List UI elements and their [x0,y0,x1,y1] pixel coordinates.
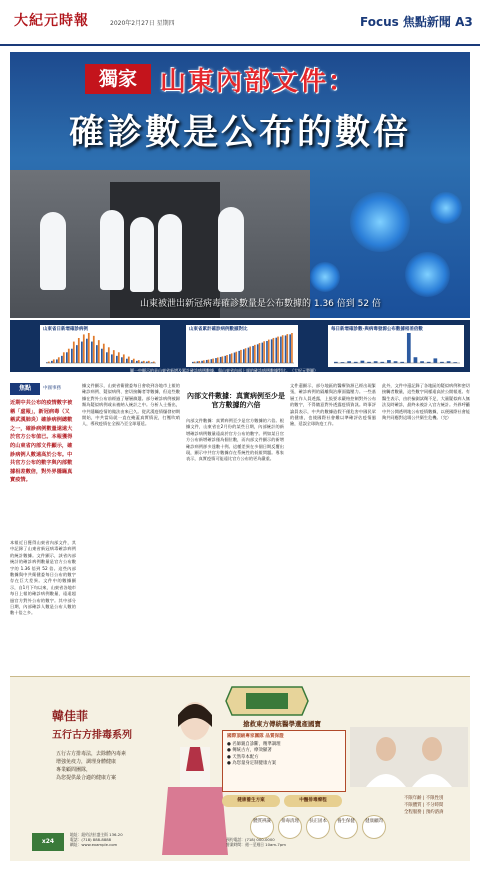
hazmat-worker [100,210,124,290]
chart-bar [273,338,275,363]
chart-bar [126,359,128,363]
chart-svg [186,325,298,367]
chart-daily-new [40,325,160,367]
chart-bar [249,346,251,363]
chart-bar [113,350,115,363]
ad-address [70,832,123,848]
chart-ratio [328,325,464,367]
ad-logo [222,685,312,717]
chart-bar [103,344,105,363]
article-column-5: 此外，文件中還記錄了各地區的疑似病例和密切接觸者數量，這些數字同樣遠高於公開報道。有醫生表示，由於檢測試劑不足，大量疑似病人無法及時確診，最終未被計入官方統計。外界呼籲中共公開透明地公布疫情數據，以便國際社會能夠共同應對這場公共衛生危機。（完） [382,383,470,421]
chart-bar [73,342,75,363]
chart-bar [96,345,98,363]
chart-bar [252,346,254,363]
ad-box-line: ● 名師親自診斷，精準調理 [227,742,281,747]
sidebar-sub: 中國事務 [43,386,61,391]
ad-nav [404,795,443,816]
chart-bar [76,345,78,363]
ad-feature-box [222,730,346,792]
chart-bar [71,349,73,363]
chart-bar [287,334,289,363]
ad-line: 五行古方排毒法，去除體內毒素 [56,751,127,757]
ad-contact-line: 預約電話：(718) 000-0000 [226,837,275,842]
chart-bar [68,349,70,363]
article-subhead: 內部文件數據：真實病例至少是官方數據的六倍 [187,392,285,409]
chart-bar [226,355,228,363]
chart-bar [212,359,214,363]
ad-line: 專業顧問團隊， [56,767,92,773]
chart-bar [374,361,378,363]
chart-bar [98,340,100,363]
chart-bar [238,351,240,363]
virus-icon [405,252,450,297]
chart-bar [268,340,270,363]
chart-bar [433,358,437,363]
chart-bar [282,335,284,363]
chart-bar [88,333,90,363]
ad-box-line: ● 傳統古方，療效顯著 [227,748,272,754]
chart-bar [361,361,365,363]
ad-contact [226,837,286,847]
chart-bar [420,361,424,363]
chart-bar [61,356,63,363]
chart-bar [259,343,261,363]
chart-title: 每日新增確診數-與病毒發源公布數據相差倍數 [331,327,423,332]
chart-svg [328,325,464,367]
ad-line: 增強免疫力，調理身體健康 [56,759,117,765]
ad-service-round: 扶正固本 [306,815,330,839]
chart-bar [234,353,236,363]
article-column-3: 內部文件數據：真實病例至少是官方數據的六倍。根據文件，山東省在2月份的某些日期，內部統計的新增確診病例數量遠高於官方公布的數字。例如某日官方公布新增確診僅為個位數，而內部文件顯示的新增確診病例卻多達數十例。這種差異在多個日期反覆出現，顯示中共官方數據存在系統性的低報問題。專家表示，真實疫情可能遠比官方公布的更為嚴重。 [186,418,284,462]
chart-bar [206,360,208,363]
chart-bar [257,344,259,363]
newspaper-logo: 大紀元時報 [14,13,89,29]
chart-bar [81,342,83,363]
chart-bar [289,334,291,363]
chart-bar [203,360,205,363]
exclusive-tag: 獨家 [85,64,151,94]
chart-bar [262,343,264,363]
ad-nav-line: 不限年齡 | 不限性別 [404,796,444,801]
chart-bar [280,337,282,363]
chart-note: 圖一中顯示的是山東省新增及累計確診病例數據，與山東省內部上報的確診病例數據對比。（大紀元製圖） [130,368,318,373]
chart-bar [447,361,451,363]
chart-bar [58,357,60,363]
chart-bar [53,359,55,363]
chart-bar [128,357,130,363]
chart-bar [66,352,68,363]
chart-bar [222,356,224,363]
chart-bar [101,349,103,363]
chart-bar [254,345,256,363]
ad-doctors-photo [350,727,468,787]
chart-bar [83,334,85,363]
chart-bar [243,349,245,363]
chart-bar [387,360,391,363]
chart-bar [138,360,140,363]
chart-bar [236,352,238,363]
ad-line: 為您提供最合適的健康方案 [56,775,117,781]
ad-box-line: ● 為您量身定制健康方案 [227,761,277,767]
ad-box-title: 國際頂級專家團隊 品質保證 [227,734,284,739]
chart-bar [208,360,210,363]
chart-bar [86,339,88,363]
chart-bar [240,350,242,363]
ad-tagline: 搶救東方傳統醫學遺產國寶 [243,720,321,728]
hazmat-worker [40,212,66,290]
chart-bar [78,338,80,363]
hazmat-worker [158,214,182,292]
ad-nav-line: 全程服務 | 預約諮詢 [404,810,444,815]
model-photo [160,687,230,855]
headline-main: 確診數是公布的數倍 [68,112,411,153]
ad-box-line: ● 天然草本配方 [227,754,259,760]
ad-brand: 韓佳菲 [52,709,89,723]
ad-doctors-shape [350,727,468,787]
chart-bar [93,336,95,363]
chart-bar [347,361,351,363]
model-illustration [160,687,230,855]
masthead [0,0,480,46]
chart-bar [51,361,53,363]
ad-address-line: 電話：(718) 888-8888 [70,837,112,843]
article-column-1: 本報近日獲得山東省內部文件，其中記錄了山東省新冠病毒確診病例的統計數據。文件顯示，該省內部統計的確診病例數量是官方公布數字的 1.36 倍到 52 倍。這些內部數據與中共衛健委每日公布的數字存在巨大差異。文件中的數據顯示，自1月下旬以來，山東省各地市每日上報的確診病例數量，遠遠超過官方對外公布的數字。其中部分日期，內部確診人數是公布人數的數十倍之多。 [10,540,76,616]
chart-bar [215,358,217,363]
ad-box-lines [227,742,281,768]
section-label: Focus 焦點新聞 A3 [360,15,473,29]
advertisement [10,676,470,861]
hazmat-worker [218,207,244,292]
ad-pill: 健康養生方案 [222,795,280,807]
chart-bar [224,356,226,363]
chart-title: 山東省日新增確診病例 [43,327,88,332]
chart-bar [91,342,93,363]
ad-address-line: 地址：紐約法拉盛主街 136-20 [70,832,123,837]
chart-bar [198,361,200,363]
chart-bar [211,359,213,363]
chart-bar [201,361,203,363]
chart-bar [63,352,65,363]
chart-cumulative [186,325,298,367]
chart-bar [271,339,273,363]
sidebar-header: 焦點 [10,383,40,395]
chart-bar [394,361,398,363]
chart-bar [231,353,233,363]
chart-bar [245,348,247,363]
article-column-2: 據文件顯示，山東省衛健委每日會收到各地市上報的確診病例、疑似病例、密切接觸者等數據，但這些數據在對外公布前經過了層層篩選。部分確診病例被歸類為疑似病例或未被納入統計之中。分析人士指出，中共隱瞞疫情的做法由來已久。從武漢疫情爆發初期開始，中共當局就一直在掩蓋真實情況，打壓吹哨人，導致疫情在全國乃至全球蔓延。 [82,383,180,427]
chart-bar [148,361,150,363]
ad-service-round: 體質辨識 [250,815,274,839]
ad-service-round: 健康顧問 [362,815,386,839]
ad-nav-line: 不限體質 | 不分時間 [404,803,444,808]
chart-svg [40,325,160,367]
chart-bar [136,361,138,363]
chart-bar [56,359,58,363]
chart-bar [118,352,120,363]
chart-bar [220,357,222,363]
virus-icon [430,192,462,224]
chart-bar [131,360,133,363]
virus-icon [350,192,410,252]
headline-top: 山東內部文件： [160,67,357,97]
chart-bar [285,335,287,363]
chart-bar [263,341,265,363]
ad-service-round: 排毒清理 [278,815,302,839]
ad-lines [56,750,126,782]
chart-bar [277,337,279,363]
ad-address-line: 網址：www.example.com [70,842,118,848]
chart-title: 山東省累計確診病例數據對比 [189,327,248,332]
chart-bar [116,356,118,363]
ad-badge: x24 [32,833,64,851]
ad-service-round: 養生保健 [334,815,358,839]
hero-caption: 山東被泄出新冠病毒確診數量是公布數據的 1.36 倍到 52 倍 [140,299,381,309]
ad-contact-line: 營業時間：週一至週日 10am-7pm [226,842,286,847]
chart-bar [248,348,250,363]
ad-series: 五行古方排毒系列 [52,730,132,741]
virus-icon [310,262,340,292]
chart-bar [108,347,110,363]
ad-logo-shape [222,685,312,717]
sidebar-body: 近期中共公布的疫情數字被稱「虛報」，新冠病毒（又稱武漢肺炎）確診病例總數之一，確診病例數量遠遠大於官方公布值已。本報獲得的山東省內部文件顯示，確診病例人數遠高於公布。中共官方公布的數字與內部數據相差數倍，對外界隱瞞真實疫情。 [10,400,73,484]
chart-bar [143,361,145,363]
chart-bar [133,359,135,363]
issue-date: 2020年2月27日 星期四 [110,20,175,27]
chart-bar [414,357,418,363]
hazmat-worker [130,217,154,292]
chart-bar [111,354,113,363]
ad-pill: 中醫排毒療程 [284,795,342,807]
chart-bar [407,333,411,363]
chart-bar [123,354,125,363]
chart-bar [106,352,108,363]
chart-bar [229,354,231,363]
chart-bar [121,357,123,363]
chart-bar [266,341,268,363]
chart-bar [291,333,293,363]
chart-bar [275,338,277,363]
chart-bar [217,357,219,363]
article-column-4: 文件還顯示，部分地區的醫療資源已經出現緊張，確診病例的隔離與治療面臨壓力。一些基層工作人員透露，上級要求嚴格控制對外公布的數字，不得隨意對外透露疫情資訊。時事評論員表示，中共的數據造假不僅危害中國民眾的健康，也使國際社會難以準確評估疫情風險，延誤全球防疫工作。 [290,383,376,427]
